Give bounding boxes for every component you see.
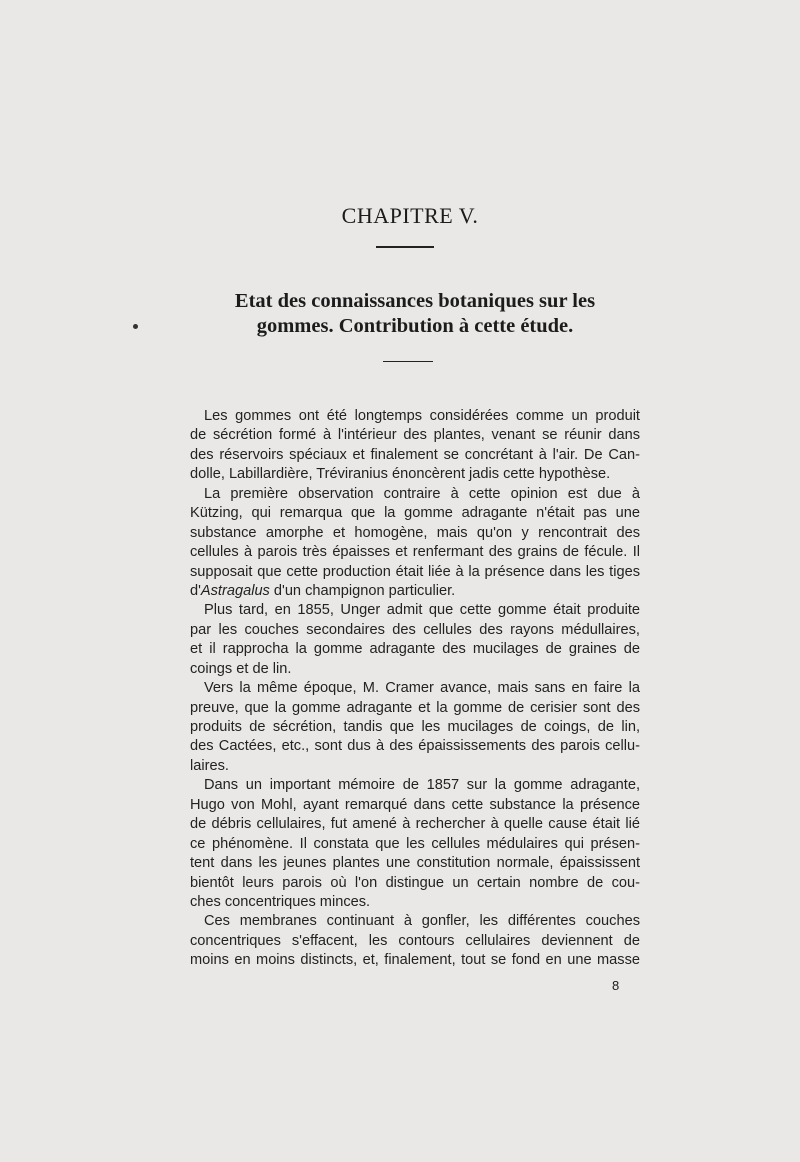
text-line: supposait que cette production était liée à la présence dans les tiges: [190, 563, 640, 580]
text-line: concentriques s'effacent, les contours cellulaires deviennent de: [190, 932, 640, 949]
text-line: des Cactées, etc., sont dus à des épaississements des parois cellu-: [190, 738, 640, 755]
page-number: 8: [612, 978, 620, 993]
text-line: ce phénomène. Il constata que les cellules médulaires qui présen-: [190, 835, 640, 852]
italic-term: Astragalus: [200, 582, 270, 599]
text-line: de débris cellulaires, fut amené à rechercher à quelle cause était lié: [190, 816, 640, 833]
text-line: Hugo von Mohl, ayant remarqué dans cette substance la présence: [190, 796, 640, 813]
text-line: Kützing, qui remarqua que la gomme adragante n'était pas une: [190, 505, 640, 522]
text-line: par les couches secondaires des cellules des rayons médullaires,: [190, 621, 640, 638]
text-line: de sécrétion formé à l'intérieur des plantes, venant se réunir dans: [190, 427, 640, 444]
text-line: substance amorphe et homogène, mais qu'on y rencontrait des: [190, 524, 640, 541]
margin-mark: [133, 324, 138, 329]
text-line: Les gommes ont été longtemps considérées comme un produit: [204, 408, 640, 424]
text-line: et il rapprocha la gomme adragante des mucilages de graines de: [190, 641, 640, 658]
divider-bottom: [383, 361, 433, 362]
text-line: preuve, que la gomme adragante et la gomme de cerisier sont des: [190, 699, 640, 716]
text-line: cellules à parois très épaisses et renfermant des grains de fécule. Il: [190, 544, 640, 561]
body-text: [190, 407, 640, 971]
text-line: bientôt leurs parois où l'on distingue un certain nombre de cou-: [190, 874, 640, 891]
text-line: dolle, Labillardière, Tréviranius énoncèrent jadis cette hypothèse.: [190, 466, 611, 483]
text-line: moins en moins distincts, et, finalement, tout se fond en une masse: [190, 952, 640, 969]
text-line: laires.: [190, 757, 229, 774]
text-line: Vers la même époque, M. Cramer avance, mais sans en faire la: [204, 680, 640, 697]
text-fragment: d': [190, 582, 201, 599]
text-line: produits de sécrétion, tandis que les mucilages de coings, de lin,: [190, 719, 640, 735]
section-title-line-1: Etat des connaissances botaniques sur les: [234, 290, 596, 312]
chapter-heading: CHAPITRE V.: [341, 203, 479, 228]
text-line: coings et de lin.: [190, 660, 292, 677]
section-title-line-2: gommes. Contribution à cette étude.: [256, 315, 574, 337]
text-line: Dans un important mémoire de 1857 sur la gomme adragante,: [204, 777, 640, 794]
text-line: La première observation contraire à cette opinion est due à: [204, 485, 640, 502]
text-line: Ces membranes continuant à gonfler, les différentes couches: [204, 913, 640, 930]
section-title: [170, 289, 660, 339]
text-line: [190, 582, 640, 601]
text-line: des réservoirs spéciaux et finalement se concrétant à l'air. De Can-: [190, 446, 640, 463]
text-line: Plus tard, en 1855, Unger admit que cette gomme était produite: [204, 602, 640, 619]
text-line: tent dans les jeunes plantes une constitution normale, épaississent: [190, 855, 640, 872]
divider-top: [376, 246, 434, 248]
text-line: ches concentriques minces.: [190, 893, 371, 910]
text-fragment: d'un champignon particulier.: [269, 582, 456, 599]
